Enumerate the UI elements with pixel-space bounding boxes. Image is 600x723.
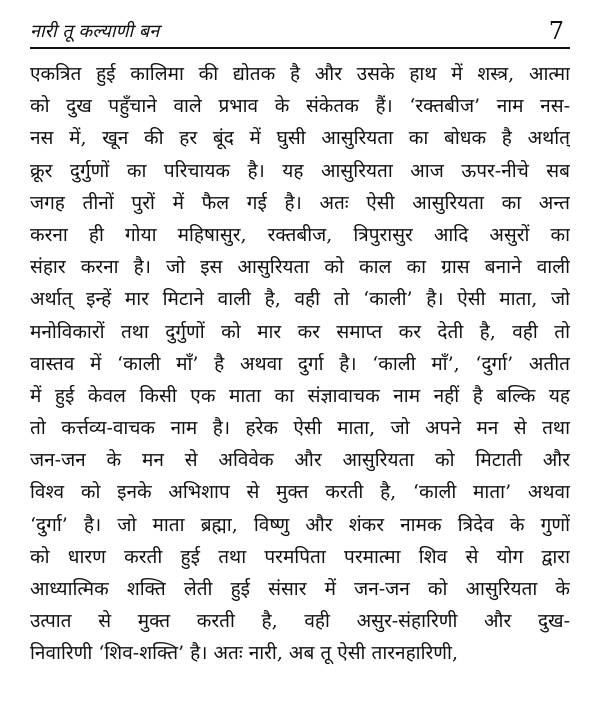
page-number: 7 <box>548 17 564 45</box>
text-line: अर्थात् इन्हें मार मिटाने वाली है, वही तो ‘काली’ है। ऐसी माता, जो <box>30 288 570 311</box>
text-line: क्रूर दुर्गुणों का परिचायक है। यह आसुरियता आज ऊपर-नीचे सब <box>30 159 570 182</box>
text-line: आध्यात्मिक शक्ति लेती हुई संसार में जन-जन को आसुरियता के <box>30 578 570 600</box>
body-paragraph <box>30 58 570 670</box>
running-head-title: नारी तू कल्याणी बन <box>30 21 160 42</box>
text-line: मनोविकारों तथा दुर्गुणों को मार कर समाप्त कर देती है, वही तो <box>30 320 570 343</box>
text-line: वास्तव में ‘काली माँ’ है अथवा दुर्गा है। ‘काली माँ’, ‘दुर्गा’ अतीत <box>30 352 570 375</box>
text-line: निवारिणी ‘शिव-शक्ति’ है। अतः नारी, अब तू ऐसी तारनहारिणी, <box>30 642 458 665</box>
header-rule <box>30 47 570 49</box>
text-line: उत्पात से मुक्त करती है, वही असुर-संहारिणी और दुख- <box>30 610 570 633</box>
text-line: में हुई केवल किसी एक माता का संज्ञावाचक नाम नहीं है बल्कि यह <box>30 384 570 407</box>
text-line: विश्व को इनके अभिशाप से मुक्त करती है, ‘काली माता’ अथवा <box>30 481 570 504</box>
text-line: जगह तीनों पुरों में फैल गई है। अतः ऐसी आसुरियता का अन्त <box>30 191 570 214</box>
text-line: ‘दुर्गा’ है। जो माता ब्रह्मा, विष्णु और शंकर नामक त्रिदेव के गुणों <box>30 513 570 536</box>
running-header <box>30 18 570 46</box>
text-line: को दुख पहुँचाने वाले प्रभाव के संकेतक हैं। ‘रक्तबीज’ नाम नस- <box>30 95 570 118</box>
text-line: एकत्रित हुई कालिमा की द्योतक है और उसके हाथ में शस्त्र, आत्मा <box>30 63 570 85</box>
text-line: तो कर्त्तव्य-वाचक नाम है। हरेक ऐसी माता, जो अपने मन से तथा <box>30 417 570 440</box>
text-line: करना ही गोया महिषासुर, रक्तबीज, त्रिपुरासुर आदि असुरों का <box>30 223 570 246</box>
text-line: जन-जन के मन से अविवेक और आसुरियता को मिटाती और <box>30 449 570 472</box>
text-line: को धारण करती हुई तथा परमपिता परमात्मा शिव से योग द्वारा <box>30 545 570 568</box>
text-line: नस में, खून की हर बूंद में घुसी आसुरियता का बोधक है अर्थात् <box>30 127 570 150</box>
text-line: संहार करना है। जो इस आसुरियता को काल का ग्रास बनाने वाली <box>30 256 570 279</box>
